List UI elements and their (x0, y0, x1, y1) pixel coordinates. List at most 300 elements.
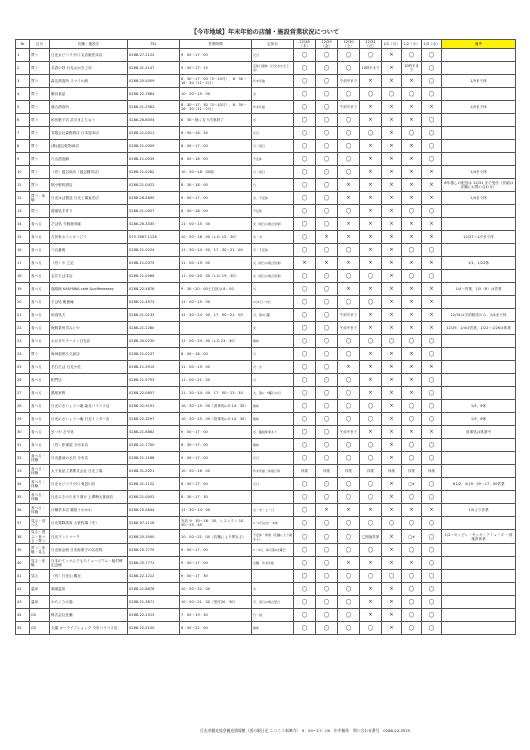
closed-day-cell: 無休 (252, 439, 294, 452)
tel-cell: 0288-21-0059 (128, 140, 180, 153)
day-status-cell: ◯ (294, 231, 316, 244)
day-status-cell: ◯ (338, 439, 360, 452)
day-status-cell: ◯ (338, 478, 360, 491)
category-cell: 見る・体験 (30, 557, 50, 570)
category-cell: 見る・遊ぶ・食べる・買う (30, 530, 50, 544)
day-status-cell: ◯短縮営業 (360, 530, 382, 544)
day-status-cell: × (422, 179, 442, 192)
note-cell: 1/2〜キンピレ・ヤンキ・アミューズ 一部施設休業 (442, 530, 516, 544)
day-status-cell: × (422, 257, 442, 270)
day-status-cell: × (316, 257, 338, 270)
day-status-cell: ◯ (422, 583, 442, 596)
hours-cell: 11：00〜15：00 (180, 296, 252, 309)
shop-name-cell: 相門店 (50, 374, 128, 387)
tel-cell: 0288-22-1212 (128, 570, 180, 583)
table-row (16, 296, 516, 309)
day-status-cell: ◯ (338, 335, 360, 348)
day-status-cell: ◯ (402, 596, 422, 609)
day-status-cell: ◯ (338, 166, 360, 179)
tel-cell: 0288-31-1122 (128, 478, 180, 491)
day-status-cell: ◯ (338, 153, 360, 166)
shop-name-cell: 株式会社佐瀬 (50, 609, 128, 622)
table-row (16, 218, 516, 231)
day-status-cell: × (360, 583, 382, 596)
day-status-cell: ◯ (402, 127, 422, 140)
row-number: 7 (16, 127, 30, 140)
category-cell: 買う (30, 348, 50, 361)
tel-cell: 0288-21-2280 (128, 322, 180, 335)
day-status-cell: ◯ (360, 270, 382, 283)
day-status-cell: ◯ (422, 544, 442, 557)
day-status-cell: × (402, 322, 422, 335)
day-status-cell: × (382, 179, 402, 192)
day-status-cell: ◯ (294, 218, 316, 231)
shop-name-cell: 八百番街 (50, 244, 128, 257)
day-status-cell: ◯ (316, 322, 338, 335)
closed-day-cell: 元日 (252, 49, 294, 62)
day-status-cell: × (382, 426, 402, 439)
table-row (16, 439, 516, 452)
category-cell: 買う (30, 88, 50, 101)
day-status-cell: ◯ (294, 439, 316, 452)
note-cell (442, 622, 516, 635)
day-status-cell: × (382, 244, 402, 257)
day-status-cell: × (294, 257, 316, 270)
closed-day-cell: 無休 (252, 413, 294, 426)
day-status-cell: × (402, 114, 422, 127)
day-status-cell: × (382, 322, 402, 335)
shop-name-cell: 日光みそのたまり漬け 上澤梅太郎商店 (50, 491, 128, 504)
day-status-cell: 休業 (402, 465, 422, 478)
tel-cell: 0288-21-0422 (128, 179, 180, 192)
closed-day-cell: 定休日無休（日光おかき工房） (252, 62, 294, 75)
row-number: 30 (16, 426, 30, 439)
table-row (16, 452, 516, 465)
row-number: 39 (16, 544, 30, 557)
row-number: 20 (16, 296, 30, 309)
day-status-cell: × (360, 322, 382, 335)
day-status-cell: ◯ (294, 452, 316, 465)
row-number: 35 (16, 491, 30, 504)
closed-day-cell: 水、臨時休業あり (252, 426, 294, 439)
day-status-cell: ◯ (338, 570, 360, 583)
hours-cell: 10：00〜21：00（店舗により異なる） (180, 530, 252, 544)
day-status-cell: × (360, 140, 382, 153)
column-header: 12/29（金） (316, 40, 338, 49)
day-status-cell: ◯ (294, 62, 316, 75)
closed-day-cell: 元日 (252, 452, 294, 465)
category-cell: 食べる (30, 426, 50, 439)
day-status-cell: × (382, 296, 402, 309)
day-status-cell: ◯ (316, 205, 338, 218)
day-status-cell: ◯ (316, 296, 338, 309)
day-status-cell: ◯ (316, 374, 338, 387)
note-cell (442, 62, 516, 75)
note-cell: 1/5、6休 (442, 413, 516, 426)
hours-cell: 8：30〜17：00 (180, 439, 252, 452)
shop-name-cell: （有）松葉屋 今市本店 (50, 439, 128, 452)
row-number: 40 (16, 557, 30, 570)
shop-name-cell: （有）渡辺商店（渡辺精肉店） (50, 166, 128, 179)
shop-name-cell: 葉琉温泉 (50, 583, 128, 596)
day-status-cell: × (382, 361, 402, 374)
day-status-cell: × (360, 426, 382, 439)
tel-cell: 070-7667-1126 (128, 231, 180, 244)
closed-day-cell: 元日 (252, 478, 294, 491)
row-number: 42 (16, 583, 30, 596)
day-status-cell: × (360, 192, 382, 205)
day-status-cell: ◯ (338, 530, 360, 544)
column-header: 1/1（月） (382, 40, 402, 49)
day-status-cell: 休業 (316, 465, 338, 478)
note-cell (442, 335, 516, 348)
day-status-cell: ◯ (402, 622, 422, 635)
day-status-cell: ◯ (294, 504, 316, 517)
day-status-cell: × (338, 504, 360, 517)
note-cell (442, 270, 516, 283)
category-cell: 食べる (30, 335, 50, 348)
day-status-cell: × (360, 557, 382, 570)
day-status-cell: × (338, 361, 360, 374)
table-row (16, 231, 516, 244)
note-cell (442, 153, 516, 166)
category-cell: 食べる (30, 283, 50, 296)
tel-cell: 0288-21-3910 (128, 361, 180, 374)
row-number: 3 (16, 75, 30, 88)
hours-cell: 8：00〜22：00 (180, 622, 252, 635)
day-status-cell: ◯ (294, 491, 316, 504)
hours-cell: 11：00〜15：00 (180, 361, 252, 374)
day-status-cell: × (422, 361, 442, 374)
day-status-cell: ◯ (338, 296, 360, 309)
table-row (16, 374, 516, 387)
hours-cell: 8：30〜18：00 (180, 179, 252, 192)
category-cell: 買う・体験・見る (30, 544, 50, 557)
day-status-cell: × (382, 348, 402, 361)
table-row (16, 75, 516, 88)
table-row (16, 62, 516, 75)
tel-cell: 0288-31-5221 (128, 465, 180, 478)
shop-name-cell: かたくりの湯 (50, 596, 128, 609)
day-status-cell: × (316, 504, 338, 517)
day-status-cell: ◯ (294, 192, 316, 205)
day-status-cell: × (360, 218, 382, 231)
day-status-cell: ◯ (422, 127, 442, 140)
note-cell (442, 114, 516, 127)
day-status-cell: ◯ (294, 244, 316, 257)
day-status-cell: 休業 (294, 465, 316, 478)
note-cell: ※1/2、3は9：00〜17：00営業 (442, 478, 516, 491)
shop-name-cell: 鶴谷食品 (50, 88, 128, 101)
day-status-cell: 午前中まで (338, 309, 360, 322)
day-status-cell: ◯ (422, 609, 442, 622)
day-status-cell: ◯ (382, 88, 402, 101)
page (15, 28, 515, 635)
row-number: 23 (16, 335, 30, 348)
table-row (16, 570, 516, 583)
note-cell (442, 361, 516, 374)
shop-name-cell: 森友酒造所 スマイル館 (50, 75, 128, 88)
day-status-cell: ◯ (294, 296, 316, 309)
day-status-cell: ◯ (402, 491, 422, 504)
day-status-cell: × (402, 348, 422, 361)
day-status-cell: × (402, 75, 422, 88)
note-cell (442, 596, 516, 609)
category-cell: 食べる・体験 (30, 478, 50, 491)
day-status-cell: ◯ (294, 387, 316, 400)
day-status-cell: × (360, 205, 382, 218)
row-number: 45 (16, 622, 30, 635)
day-status-cell: ◯ (294, 309, 316, 322)
table-row (16, 88, 516, 101)
column-header: 営業時間 (180, 40, 252, 49)
day-status-cell: × (382, 622, 402, 635)
day-status-cell: ◯ (316, 491, 338, 504)
day-status-cell: × (382, 530, 402, 544)
day-status-cell: ◯ (338, 400, 360, 413)
day-status-cell: ◯ (294, 557, 316, 570)
column-header: 定休日 (252, 40, 294, 49)
day-status-cell: × (338, 192, 360, 205)
day-status-cell: ◯ (402, 205, 422, 218)
day-status-cell: ◯ (294, 75, 316, 88)
tel-cell: 0288-26-3335 (128, 218, 180, 231)
closed-day-cell: 無休 (252, 400, 294, 413)
day-status-cell: × (360, 179, 382, 192)
day-status-cell: ◯ (402, 413, 422, 426)
hours-cell: 9：00〜17：00 (180, 49, 252, 62)
day-status-cell: × (422, 426, 442, 439)
day-status-cell: ◯ (402, 439, 422, 452)
note-cell (442, 465, 516, 478)
note-cell (442, 517, 516, 530)
row-number: 36 (16, 504, 30, 517)
hours-cell: 9：00〜17：00 (180, 544, 252, 557)
day-status-cell: ◯ (316, 88, 338, 101)
tel-cell: 0288-21-0002 (128, 491, 180, 504)
day-status-cell: × (360, 166, 382, 179)
day-status-cell: × (382, 270, 402, 283)
row-number: 8 (16, 140, 30, 153)
day-status-cell: ◯ (338, 49, 360, 62)
day-status-cell: ◯ (338, 622, 360, 635)
day-status-cell: ◯ (316, 62, 338, 75)
closed-day-cell: 火（祝日の場合営業） (252, 257, 294, 270)
category-cell: 買う (30, 127, 50, 140)
day-status-cell: × (382, 478, 402, 491)
day-status-cell: ◯ (316, 517, 338, 530)
tel-cell: 0288-21-0282 (128, 166, 180, 179)
row-number: 16 (16, 244, 30, 257)
row-number: 6 (16, 114, 30, 127)
table-body (16, 49, 516, 635)
day-status-cell: ◯ (316, 557, 338, 570)
closed-day-cell: 月、第3日曜 (252, 309, 294, 322)
hours-cell: 10：00〜22：00 (180, 583, 252, 596)
day-status-cell: × (382, 101, 402, 114)
day-status-cell: ◯※ (402, 530, 422, 544)
day-status-cell: × (422, 322, 442, 335)
row-number: 9 (16, 153, 30, 166)
category-cell: 食べる・体験 (30, 491, 50, 504)
category-cell: 食べる (30, 270, 50, 283)
category-cell: 食べる (30, 439, 50, 452)
hours-cell: 11：00〜15：00 (180, 257, 252, 270)
day-status-cell: ◯ (422, 478, 442, 491)
table-row (16, 361, 516, 374)
note-cell (442, 544, 516, 557)
day-status-cell: ◯ (316, 530, 338, 544)
table-row (16, 101, 516, 114)
day-status-cell: 午前中まで (338, 426, 360, 439)
shop-name-cell: 海神楽狭江久商店 (50, 348, 128, 361)
shop-name-cell: 日光カビパラ小川 鬼怒川店 (50, 478, 128, 491)
day-status-cell: ◯ (402, 49, 422, 62)
day-status-cell: ◯ (422, 75, 442, 88)
category-cell: 買う (30, 179, 50, 192)
table-row (16, 192, 516, 205)
day-status-cell: × (360, 257, 382, 270)
day-status-cell: × (382, 127, 402, 140)
day-status-cell: ◯ (422, 517, 442, 530)
table-row (16, 270, 516, 283)
closed-day-cell: 1〜2月は水・木休 (252, 517, 294, 530)
closed-day-cell: 日・祝 (252, 609, 294, 622)
category-cell: 食べる (30, 231, 50, 244)
tel-cell: 0288-22-3297 (128, 413, 180, 426)
category-cell: 食べる (30, 257, 50, 270)
category-cell: 温泉 (30, 596, 50, 609)
closed-day-cell: 1月1日〜3日 (252, 296, 294, 309)
day-status-cell: ◯ (316, 583, 338, 596)
note-cell: 1/5より営業 (442, 504, 516, 517)
day-status-cell: × (360, 596, 382, 609)
day-status-cell: ◯ (382, 517, 402, 530)
shop-name-cell: 日光のきいょうつ庵 森友バイパス店 (50, 400, 128, 413)
day-status-cell: ◯ (402, 570, 422, 583)
column-header: 1/2（火） (402, 40, 422, 49)
day-status-cell: × (422, 296, 442, 309)
column-header: 12/31（日） (360, 40, 382, 49)
day-status-cell: ◯ (316, 153, 338, 166)
hours-cell: 10：00〜16：00 (180, 465, 252, 478)
day-status-cell: ◯ (316, 413, 338, 426)
day-status-cell: × (382, 218, 402, 231)
tel-cell: 0288-21-9753 (128, 374, 180, 387)
day-status-cell: × (338, 231, 360, 244)
day-status-cell: ◯ (316, 609, 338, 622)
tel-cell: 0288-21-0007 (128, 205, 180, 218)
day-status-cell: ◯ (294, 283, 316, 296)
day-status-cell: ◯ (294, 335, 316, 348)
closed-day-cell: 年末年始 (252, 75, 294, 88)
day-status-cell: ◯ (422, 114, 442, 127)
day-status-cell: × (402, 192, 422, 205)
day-status-cell: ◯ (338, 244, 360, 257)
hours-cell: 8：00〜18：30 (180, 127, 252, 140)
day-status-cell: ◯ (294, 400, 316, 413)
day-status-cell: × (360, 387, 382, 400)
day-status-cell: × (360, 361, 382, 374)
closed-day-cell: 無休 (252, 335, 294, 348)
row-number: 1 (16, 49, 30, 62)
category-cell: 買う (30, 62, 50, 75)
day-status-cell: ◯ (422, 140, 442, 153)
day-status-cell: ◯ (294, 101, 316, 114)
row-number: 25 (16, 361, 30, 374)
shop-name-cell: 珈琲館 KASHIWA cafe &coffeeeasey (50, 283, 128, 296)
day-status-cell: ◯ (294, 609, 316, 622)
day-status-cell: × (422, 192, 442, 205)
tel-cell: 0288-31-1147 (128, 62, 180, 75)
row-number: 22 (16, 322, 30, 335)
note-cell (442, 491, 516, 504)
day-status-cell: ◯ (402, 400, 422, 413)
closed-day-cell: 火 (252, 322, 294, 335)
shop-name-cell: 大龍 カーライフショップ 今市バイパス店 (50, 622, 128, 635)
tel-cell: 0288-21-0375 (128, 257, 180, 270)
note-cell: 1/5まで休 (442, 101, 516, 114)
category-cell: 買う (30, 101, 50, 114)
tel-cell: 0288-21-0133 (128, 309, 180, 322)
hours-cell: 10：00〜15：00 (180, 88, 252, 101)
day-status-cell: ◯ (316, 283, 338, 296)
day-status-cell: ◯ (360, 478, 382, 491)
day-status-cell: × (360, 75, 382, 88)
day-status-cell: × (382, 609, 402, 622)
tel-cell: 0288-27-1122 (128, 49, 180, 62)
hours-cell: 11：30〜14：00、17：00〜21：00 (180, 309, 252, 322)
day-status-cell: ◯ (294, 153, 316, 166)
note-cell (442, 439, 516, 452)
day-status-cell: ◯ (338, 114, 360, 127)
table-row (16, 583, 516, 596)
footer-info: 日光市観光協会観光情報館（道の駅日光 ニコニコ本陣内） 9：00〜17：00 年中無休 問い合わせ番号 0288-22-3525 (200, 728, 411, 733)
note-cell (442, 557, 516, 570)
day-status-cell: ◯ (316, 140, 338, 153)
day-status-cell: × (360, 609, 382, 622)
row-number: 13 (16, 205, 30, 218)
closed-day-cell: 木 (252, 583, 294, 596)
row-number: 5 (16, 101, 30, 114)
hours-cell: 11：00〜15：00 (180, 218, 252, 231)
day-status-cell: × (382, 491, 402, 504)
shop-name-cell: 手打そば 日光小佐 (50, 361, 128, 374)
day-status-cell: × (402, 140, 422, 153)
category-cell: 食べる (30, 413, 50, 426)
day-status-cell: ◯ (294, 179, 316, 192)
tel-cell: 0288-21-0566 (128, 270, 180, 283)
day-status-cell: ◯ (338, 583, 360, 596)
category-cell: 食べる (30, 218, 50, 231)
day-status-cell: × (382, 309, 402, 322)
day-status-cell: 10時半まで (360, 62, 382, 75)
note-cell (442, 452, 516, 465)
day-status-cell: ◯ (422, 270, 442, 283)
day-status-cell: × (402, 218, 422, 231)
row-number: 44 (16, 609, 30, 622)
day-status-cell: ◯ (422, 439, 442, 452)
shop-name-cell: まつや さや処 (50, 426, 128, 439)
day-status-cell: ◯※ (402, 478, 422, 491)
day-status-cell: × (402, 387, 422, 400)
table-row (16, 335, 516, 348)
day-status-cell: × (382, 49, 402, 62)
day-status-cell: × (382, 557, 402, 570)
hours-cell: 8：00〜17：00 (180, 478, 252, 491)
note-cell: 1/4まで休 (442, 166, 516, 179)
shop-name-cell: 太子食品工業株式会社 日光工場 (50, 465, 128, 478)
